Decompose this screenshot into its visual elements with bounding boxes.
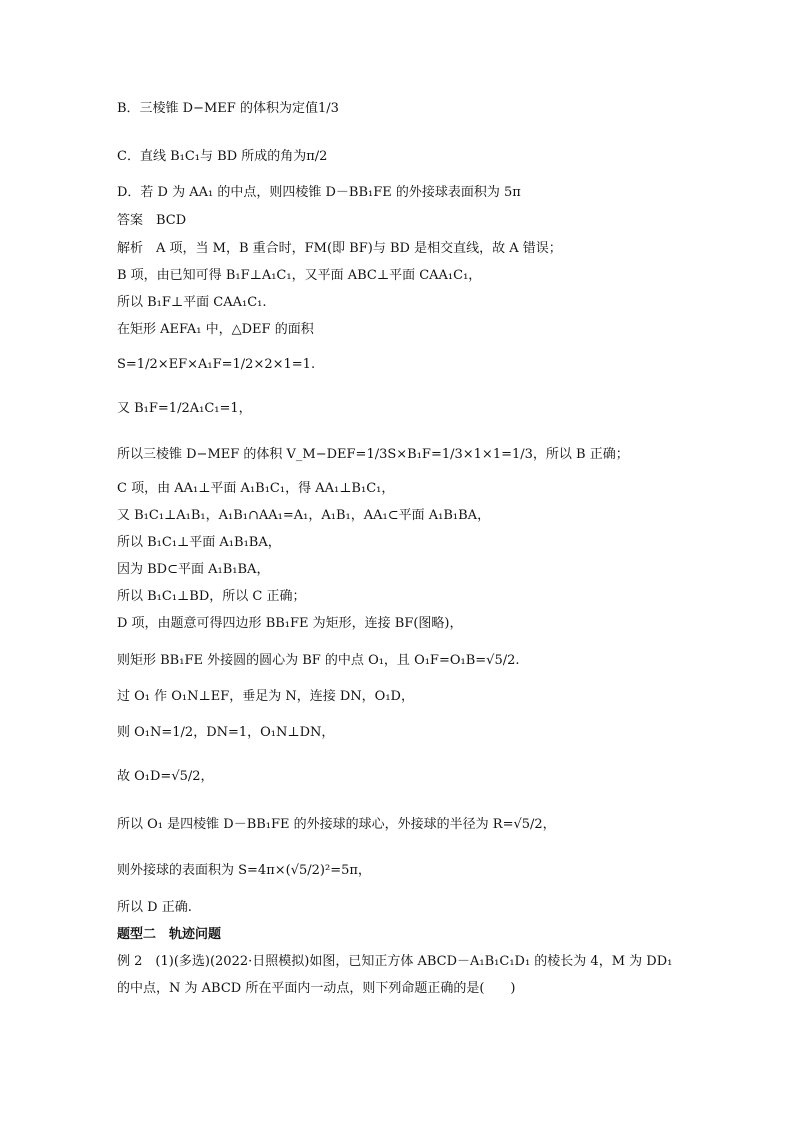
analysis-b-1: B 项，由已知可得 B₁F⊥A₁C₁，又平面 ABC⊥平面 CAA₁C₁，	[117, 268, 482, 283]
analysis-c-2: 又 B₁C₁⊥A₁B₁，A₁B₁∩AA₁=A₁，A₁B₁，AA₁⊂平面 A₁B₁BA，	[117, 508, 491, 523]
analysis-d-2: 则矩形 BB₁FE 外接圆的圆心为 BF 的中点 O₁，且 O₁F=O₁B=√5/2.	[117, 653, 520, 668]
section-heading: 题型二 轨迹问题	[117, 927, 222, 942]
option-d: D．若 D 为 AA₁ 的中点，则四棱锥 D－BB₁FE 的外接球表面积为 5π	[117, 185, 521, 200]
answer-line: 答案 BCD	[117, 213, 187, 228]
analysis-d-6: 所以 O₁ 是四棱锥 D－BB₁FE 的外接球的球心，外接球的半径为 R=√5/2，	[117, 817, 556, 832]
analysis-d-1: D 项，由题意可得四边形 BB₁FE 为矩形，连接 BF(图略)，	[117, 616, 463, 631]
analysis-b-4: S=1/2×EF×A₁F=1/2×2×1=1.	[117, 357, 316, 372]
analysis-b-6: 所以三棱锥 D−MEF 的体积 V_M−DEF=1/3S×B₁F=1/3×1×1=1/3，所以 B 正确；	[117, 447, 629, 462]
analysis-b-5: 又 B₁F=1/2A₁C₁=1，	[117, 401, 252, 416]
analysis-c-1: C 项，由 AA₁⊥平面 A₁B₁C₁，得 AA₁⊥B₁C₁，	[117, 481, 395, 496]
example-2-line-2: 的中点，N 为 ABCD 所在平面内一动点，则下列命题正确的是( )	[117, 981, 516, 996]
analysis-a: 解析 A 项，当 M，B 重合时，FM(即 BF)与 BD 是相交直线，故 A 错误；	[117, 241, 562, 256]
option-c: C．直线 B₁C₁与 BD 所成的角为π/2	[117, 149, 328, 164]
option-b: B．三棱锥 D−MEF 的体积为定值1/3	[117, 101, 339, 116]
analysis-d-7: 则外接球的表面积为 S=4π×(√5/2)²=5π，	[117, 863, 371, 878]
analysis-b-3: 在矩形 AEFA₁ 中，△DEF 的面积	[117, 322, 314, 337]
analysis-d-3: 过 O₁ 作 O₁N⊥EF，垂足为 N，连接 DN，O₁D，	[117, 689, 414, 704]
analysis-d-8: 所以 D 正确.	[117, 900, 192, 915]
analysis-b-2: 所以 B₁F⊥平面 CAA₁C₁.	[117, 295, 267, 310]
analysis-c-5: 所以 B₁C₁⊥BD，所以 C 正确；	[117, 589, 306, 604]
analysis-c-4: 因为 BD⊂平面 A₁B₁BA，	[117, 562, 270, 577]
analysis-d-5: 故 O₁D=√5/2，	[117, 769, 214, 784]
example-2-line-1: 例 2 (1)(多选)(2022·日照模拟)如图，已知正方体 ABCD－A₁B₁C₁D₁ 的棱长为 4，M 为 DD₁	[117, 954, 673, 969]
analysis-d-4: 则 O₁N=1/2，DN=1，O₁N⊥DN，	[117, 725, 335, 740]
analysis-c-3: 所以 B₁C₁⊥平面 A₁B₁BA，	[117, 535, 281, 550]
